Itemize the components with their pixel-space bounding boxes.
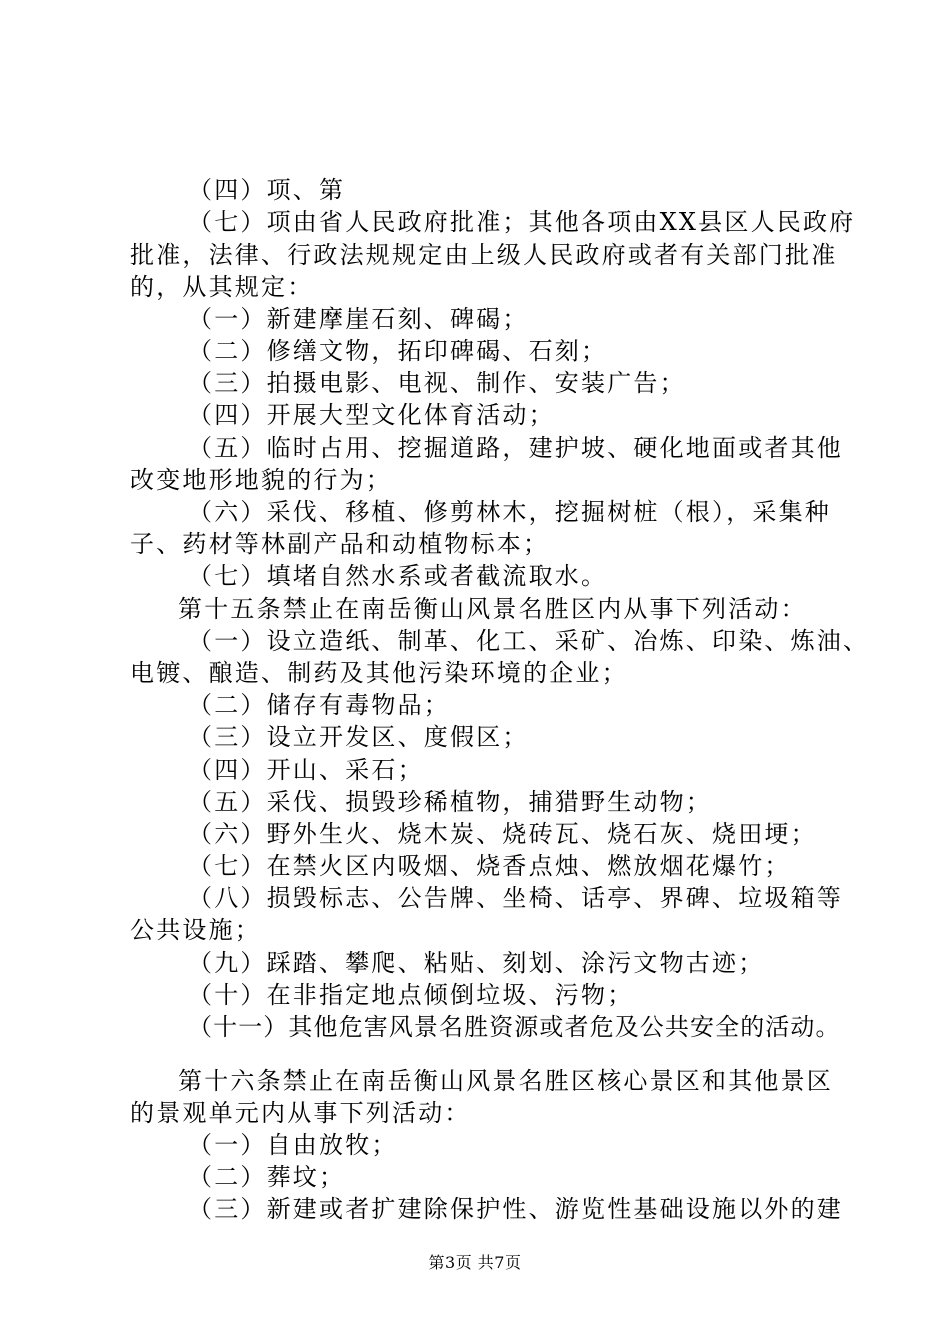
text-line: 子、药材等林副产品和动植物标本； [130, 530, 550, 558]
text-line: （三）设立开发区、度假区； [188, 723, 529, 751]
text-line: （六）野外生火、烧木炭、烧砖瓦、烧石灰、烧田埂； [188, 820, 817, 848]
text-line: （四）开山、采石； [188, 756, 424, 784]
text-line: （四）项、第 [188, 176, 346, 204]
text-line: （六）采伐、移植、修剪林木，挖掘树桩（根），采集种 [188, 498, 831, 526]
text-line: （二）储存有毒物品； [188, 691, 450, 719]
text-line: （三）新建或者扩建除保护性、游览性基础设施以外的建 [188, 1195, 843, 1223]
text-line: （二）葬坟； [188, 1163, 346, 1191]
text-line: （三）拍摄电影、电视、制作、安装广告； [188, 369, 686, 397]
text-line: （七）在禁火区内吸烟、烧香点烛、燃放烟花爆竹； [188, 852, 791, 880]
text-line: （七）填堵自然水系或者截流取水。 [188, 562, 608, 590]
text-line: 改变地形地貌的行为； [130, 466, 392, 494]
text-line: 批准，法律、行政法规规定由上级人民政府或者有关部门批准 [130, 241, 838, 269]
text-line: 的景观单元内从事下列活动： [130, 1099, 471, 1127]
text-line: 电镀、酿造、制药及其他污染环境的企业； [130, 659, 628, 687]
text-line: （九）踩踏、攀爬、粘贴、刻划、涂污文物古迹； [188, 949, 765, 977]
text-line: （八）损毁标志、公告牌、坐椅、话亭、界碑、垃圾箱等 [188, 884, 843, 912]
text-line: （十）在非指定地点倾倒垃圾、污物； [188, 981, 634, 1009]
text-line: 公共设施； [130, 916, 261, 944]
text-line: （一）自由放牧； [188, 1131, 398, 1159]
text-line: 的，从其规定： [130, 273, 314, 301]
text-line: （二）修缮文物，拓印碑碣、石刻； [188, 337, 608, 365]
text-line: （四）开展大型文化体育活动； [188, 401, 555, 429]
text-line: （一）新建摩崖石刻、碑碣； [188, 305, 529, 333]
page-footer: 第3页 共7页 [428, 1253, 522, 1272]
text-line: （五）采伐、损毁珍稀植物，捕猎野生动物； [188, 788, 712, 816]
text-line: （五）临时占用、挖掘道路，建护坡、硬化地面或者其他 [188, 434, 843, 462]
text-line: （一）设立造纸、制革、化工、采矿、冶炼、印染、炼油、 [188, 627, 870, 655]
text-line: （七）项由省人民政府批准；其他各项由XX县区人民政府 [188, 208, 856, 236]
text-line: 第十五条禁止在南岳衡山风景名胜区内从事下列活动： [178, 595, 807, 623]
text-line: （十一）其他危害风景名胜资源或者危及公共安全的活动。 [188, 1013, 841, 1041]
text-line: 第十六条禁止在南岳衡山风景名胜区核心景区和其他景区 [178, 1067, 833, 1095]
